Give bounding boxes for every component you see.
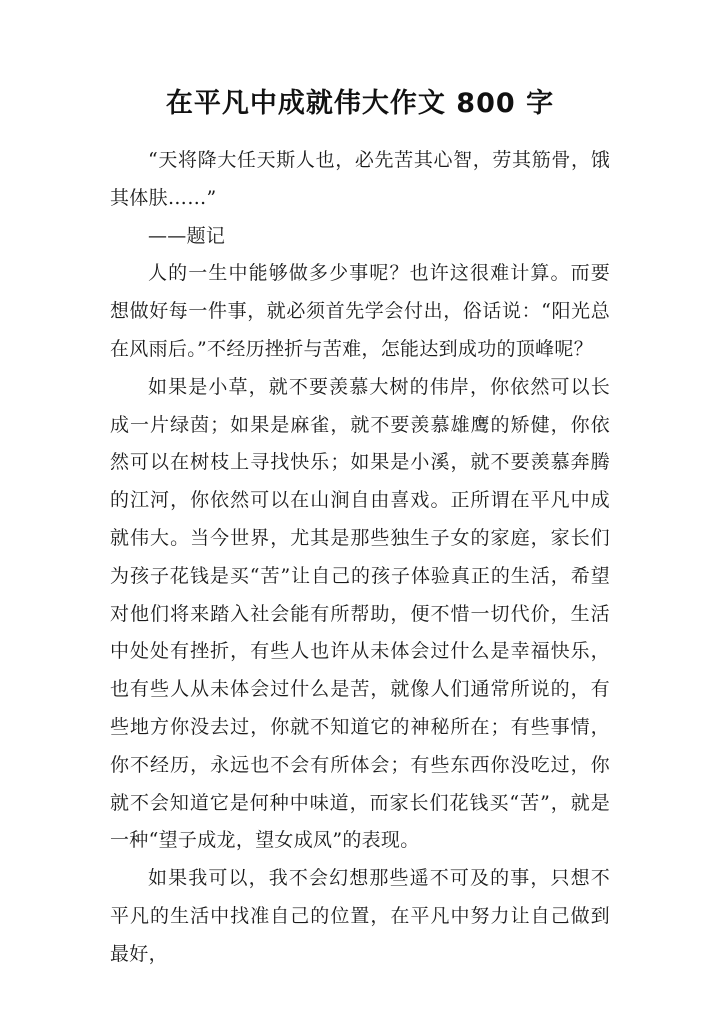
document-title: 在平凡中成就伟大作文 800 字	[165, 88, 555, 119]
document-body	[110, 142, 610, 974]
body-paragraph: 如果是小草，就不要羡慕大树的伟岸，你依然可以长成一片绿茵；如果是麻雀，就不要羡慕雄鹰的矫健，你依然可以在树枝上寻找快乐；如果是小溪，就不要羡慕奔腾的江河，你依然可以在山涧自由喜戏。正所谓在平凡中成就伟大。当今世界，尤其是那些独生子女的家庭，家长们为孩子花钱是买“苦”让自己的孩子体验真正的生活，希望对他们将来踏入社会能有所帮助，便不惜一切代价，生活中处处有挫折，有些人也许从未体会过什么是幸福快乐，也有些人从未体会过什么是苦，就像人们通常所说的，有些地方你没去过，你就不知道它的神秘所在；有些事情，你不经历，永远也不会有所体会；有些东西你没吃过，你就不会知道它是何种中味道，而家长们花钱买“苦”，就是一种“望子成龙，望女成凤”的表现。	[110, 375, 610, 852]
epigraph-quote: “天将降大任天斯人也，必先苦其心智，劳其筋骨，饿其体肤……”	[110, 149, 610, 209]
epigraph-attribution: ——题记	[148, 224, 226, 247]
body-paragraph: 人的一生中能够做多少事呢？也许这很难计算。而要想做好每一件事，就必须首先学会付出，俗话说：“阳光总在风雨后。”不经历挫折与苦难，怎能达到成功的顶峰呢？	[110, 262, 610, 360]
body-paragraph: 如果我可以，我不会幻想那些遥不可及的事，只想不平凡的生活中找准自己的位置，在平凡中努力让自己做到最好，	[110, 867, 610, 965]
